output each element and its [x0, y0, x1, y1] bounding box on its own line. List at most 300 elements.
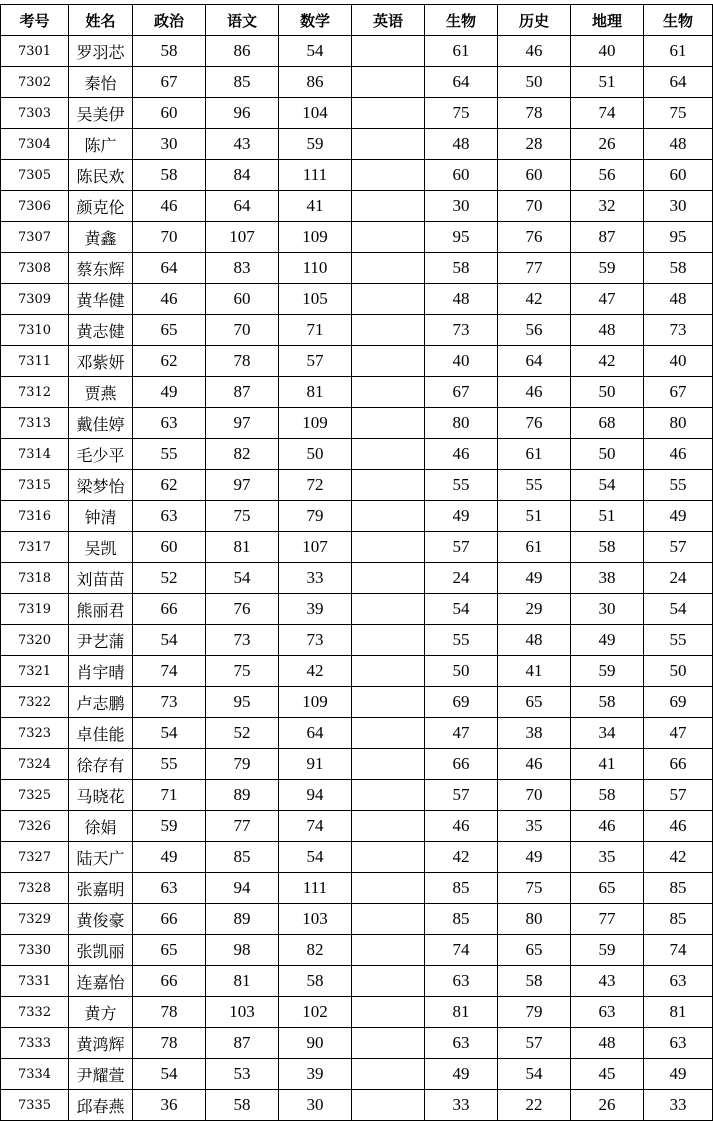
exam-id-cell: 7312 — [1, 377, 69, 408]
biology-score-2: 49 — [644, 501, 713, 532]
english-score — [352, 687, 425, 718]
biology-score: 63 — [425, 1028, 498, 1059]
header-biology-2: 生物 — [644, 5, 713, 36]
biology-score-2: 46 — [644, 811, 713, 842]
geography-score: 51 — [571, 67, 644, 98]
table-row — [1, 501, 713, 532]
biology-score-2: 48 — [644, 129, 713, 160]
table-row — [1, 1028, 713, 1059]
geography-score: 35 — [571, 842, 644, 873]
math-score: 30 — [279, 1090, 352, 1121]
geography-score: 26 — [571, 1090, 644, 1121]
chinese-score: 78 — [206, 346, 279, 377]
geography-score: 30 — [571, 594, 644, 625]
biology-score: 55 — [425, 470, 498, 501]
exam-id-cell: 7301 — [1, 36, 69, 67]
english-score — [352, 408, 425, 439]
table-row — [1, 811, 713, 842]
exam-id-cell: 7331 — [1, 966, 69, 997]
chinese-score: 54 — [206, 563, 279, 594]
chinese-score: 107 — [206, 222, 279, 253]
politics-score: 62 — [133, 346, 206, 377]
table-body — [1, 36, 713, 1121]
name-cell: 戴佳婷 — [69, 408, 133, 439]
biology-score: 60 — [425, 160, 498, 191]
politics-score: 49 — [133, 377, 206, 408]
exam-id-cell: 7334 — [1, 1059, 69, 1090]
math-score: 57 — [279, 346, 352, 377]
biology-score-2: 46 — [644, 439, 713, 470]
table-row — [1, 656, 713, 687]
biology-score: 48 — [425, 284, 498, 315]
english-score — [352, 532, 425, 563]
exam-id-cell: 7315 — [1, 470, 69, 501]
geography-score: 42 — [571, 346, 644, 377]
math-score: 39 — [279, 594, 352, 625]
table-row — [1, 98, 713, 129]
politics-score: 67 — [133, 67, 206, 98]
geography-score: 49 — [571, 625, 644, 656]
chinese-score: 98 — [206, 935, 279, 966]
exam-id-cell: 7319 — [1, 594, 69, 625]
chinese-score: 89 — [206, 904, 279, 935]
politics-score: 49 — [133, 842, 206, 873]
history-score: 70 — [498, 191, 571, 222]
chinese-score: 84 — [206, 160, 279, 191]
math-score: 94 — [279, 780, 352, 811]
header-english: 英语 — [352, 5, 425, 36]
math-score: 90 — [279, 1028, 352, 1059]
name-cell: 毛少平 — [69, 439, 133, 470]
politics-score: 60 — [133, 98, 206, 129]
name-cell: 卓佳能 — [69, 718, 133, 749]
table-row — [1, 749, 713, 780]
name-cell: 徐娟 — [69, 811, 133, 842]
biology-score: 66 — [425, 749, 498, 780]
name-cell: 张凯丽 — [69, 935, 133, 966]
politics-score: 63 — [133, 501, 206, 532]
biology-score: 24 — [425, 563, 498, 594]
exam-id-cell: 7323 — [1, 718, 69, 749]
table-row — [1, 67, 713, 98]
table-row — [1, 36, 713, 67]
biology-score-2: 57 — [644, 780, 713, 811]
history-score: 50 — [498, 67, 571, 98]
history-score: 56 — [498, 315, 571, 346]
math-score: 58 — [279, 966, 352, 997]
politics-score: 52 — [133, 563, 206, 594]
biology-score-2: 66 — [644, 749, 713, 780]
english-score — [352, 656, 425, 687]
biology-score-2: 63 — [644, 1028, 713, 1059]
politics-score: 60 — [133, 532, 206, 563]
name-cell: 邓紫妍 — [69, 346, 133, 377]
chinese-score: 64 — [206, 191, 279, 222]
table-row — [1, 284, 713, 315]
math-score: 33 — [279, 563, 352, 594]
politics-score: 65 — [133, 315, 206, 346]
history-score: 42 — [498, 284, 571, 315]
name-cell: 陈民欢 — [69, 160, 133, 191]
chinese-score: 82 — [206, 439, 279, 470]
exam-id-cell: 7324 — [1, 749, 69, 780]
chinese-score: 53 — [206, 1059, 279, 1090]
chinese-score: 70 — [206, 315, 279, 346]
biology-score: 30 — [425, 191, 498, 222]
name-cell: 邱春燕 — [69, 1090, 133, 1121]
english-score — [352, 935, 425, 966]
english-score — [352, 439, 425, 470]
geography-score: 54 — [571, 470, 644, 501]
biology-score: 40 — [425, 346, 498, 377]
history-score: 28 — [498, 129, 571, 160]
table-row — [1, 997, 713, 1028]
name-cell: 陈广 — [69, 129, 133, 160]
biology-score: 85 — [425, 873, 498, 904]
english-score — [352, 36, 425, 67]
math-score: 86 — [279, 67, 352, 98]
biology-score-2: 74 — [644, 935, 713, 966]
geography-score: 48 — [571, 1028, 644, 1059]
english-score — [352, 842, 425, 873]
exam-id-cell: 7333 — [1, 1028, 69, 1059]
biology-score-2: 49 — [644, 1059, 713, 1090]
history-score: 49 — [498, 842, 571, 873]
history-score: 60 — [498, 160, 571, 191]
geography-score: 45 — [571, 1059, 644, 1090]
history-score: 65 — [498, 687, 571, 718]
name-cell: 熊丽君 — [69, 594, 133, 625]
name-cell: 肖宇晴 — [69, 656, 133, 687]
chinese-score: 43 — [206, 129, 279, 160]
english-score — [352, 811, 425, 842]
table-row — [1, 222, 713, 253]
politics-score: 62 — [133, 470, 206, 501]
english-score — [352, 501, 425, 532]
table-row — [1, 160, 713, 191]
table-row — [1, 687, 713, 718]
history-score: 41 — [498, 656, 571, 687]
geography-score: 48 — [571, 315, 644, 346]
history-score: 46 — [498, 36, 571, 67]
biology-score-2: 55 — [644, 625, 713, 656]
geography-score: 59 — [571, 253, 644, 284]
history-score: 77 — [498, 253, 571, 284]
exam-id-cell: 7306 — [1, 191, 69, 222]
politics-score: 54 — [133, 1059, 206, 1090]
geography-score: 41 — [571, 749, 644, 780]
math-score: 71 — [279, 315, 352, 346]
politics-score: 59 — [133, 811, 206, 842]
name-cell: 罗羽芯 — [69, 36, 133, 67]
exam-id-cell: 7321 — [1, 656, 69, 687]
politics-score: 58 — [133, 36, 206, 67]
table-row — [1, 408, 713, 439]
biology-score: 55 — [425, 625, 498, 656]
exam-id-cell: 7316 — [1, 501, 69, 532]
biology-score: 48 — [425, 129, 498, 160]
geography-score: 56 — [571, 160, 644, 191]
chinese-score: 96 — [206, 98, 279, 129]
name-cell: 秦怡 — [69, 67, 133, 98]
biology-score: 57 — [425, 780, 498, 811]
chinese-score: 75 — [206, 501, 279, 532]
name-cell: 黄志健 — [69, 315, 133, 346]
header-geography: 地理 — [571, 5, 644, 36]
english-score — [352, 904, 425, 935]
exam-id-cell: 7304 — [1, 129, 69, 160]
exam-id-cell: 7320 — [1, 625, 69, 656]
biology-score-2: 81 — [644, 997, 713, 1028]
geography-score: 87 — [571, 222, 644, 253]
biology-score: 57 — [425, 532, 498, 563]
english-score — [352, 284, 425, 315]
history-score: 22 — [498, 1090, 571, 1121]
politics-score: 66 — [133, 966, 206, 997]
name-cell: 陆天广 — [69, 842, 133, 873]
biology-score: 47 — [425, 718, 498, 749]
english-score — [352, 594, 425, 625]
name-cell: 吴美伊 — [69, 98, 133, 129]
history-score: 49 — [498, 563, 571, 594]
chinese-score: 87 — [206, 1028, 279, 1059]
chinese-score: 73 — [206, 625, 279, 656]
biology-score: 64 — [425, 67, 498, 98]
history-score: 38 — [498, 718, 571, 749]
history-score: 80 — [498, 904, 571, 935]
table-row — [1, 780, 713, 811]
exam-id-cell: 7329 — [1, 904, 69, 935]
chinese-score: 97 — [206, 408, 279, 439]
history-score: 76 — [498, 408, 571, 439]
biology-score: 73 — [425, 315, 498, 346]
biology-score-2: 55 — [644, 470, 713, 501]
english-score — [352, 873, 425, 904]
name-cell: 梁梦怡 — [69, 470, 133, 501]
table-row — [1, 966, 713, 997]
geography-score: 58 — [571, 687, 644, 718]
biology-score-2: 30 — [644, 191, 713, 222]
politics-score: 54 — [133, 625, 206, 656]
table-row — [1, 935, 713, 966]
english-score — [352, 997, 425, 1028]
exam-id-cell: 7314 — [1, 439, 69, 470]
name-cell: 尹耀萱 — [69, 1059, 133, 1090]
chinese-score: 95 — [206, 687, 279, 718]
header-chinese: 语文 — [206, 5, 279, 36]
english-score — [352, 780, 425, 811]
name-cell: 黄俊豪 — [69, 904, 133, 935]
name-cell: 颜克伦 — [69, 191, 133, 222]
history-score: 55 — [498, 470, 571, 501]
biology-score-2: 67 — [644, 377, 713, 408]
name-cell: 连嘉怡 — [69, 966, 133, 997]
chinese-score: 81 — [206, 532, 279, 563]
geography-score: 58 — [571, 780, 644, 811]
table-row — [1, 346, 713, 377]
politics-score: 36 — [133, 1090, 206, 1121]
chinese-score: 75 — [206, 656, 279, 687]
biology-score: 69 — [425, 687, 498, 718]
chinese-score: 76 — [206, 594, 279, 625]
history-score: 46 — [498, 377, 571, 408]
biology-score: 33 — [425, 1090, 498, 1121]
geography-score: 50 — [571, 439, 644, 470]
math-score: 79 — [279, 501, 352, 532]
table-row — [1, 532, 713, 563]
math-score: 59 — [279, 129, 352, 160]
math-score: 39 — [279, 1059, 352, 1090]
biology-score-2: 58 — [644, 253, 713, 284]
math-score: 73 — [279, 625, 352, 656]
geography-score: 74 — [571, 98, 644, 129]
name-cell: 张嘉明 — [69, 873, 133, 904]
biology-score-2: 57 — [644, 532, 713, 563]
biology-score-2: 60 — [644, 160, 713, 191]
biology-score-2: 63 — [644, 966, 713, 997]
history-score: 48 — [498, 625, 571, 656]
math-score: 72 — [279, 470, 352, 501]
biology-score: 58 — [425, 253, 498, 284]
biology-score-2: 61 — [644, 36, 713, 67]
politics-score: 55 — [133, 439, 206, 470]
politics-score: 58 — [133, 160, 206, 191]
biology-score: 95 — [425, 222, 498, 253]
geography-score: 47 — [571, 284, 644, 315]
english-score — [352, 315, 425, 346]
biology-score-2: 95 — [644, 222, 713, 253]
exam-id-cell: 7326 — [1, 811, 69, 842]
math-score: 64 — [279, 718, 352, 749]
english-score — [352, 160, 425, 191]
politics-score: 64 — [133, 253, 206, 284]
english-score — [352, 625, 425, 656]
math-score: 104 — [279, 98, 352, 129]
politics-score: 78 — [133, 997, 206, 1028]
geography-score: 59 — [571, 656, 644, 687]
chinese-score: 81 — [206, 966, 279, 997]
politics-score: 70 — [133, 222, 206, 253]
biology-score-2: 50 — [644, 656, 713, 687]
chinese-score: 89 — [206, 780, 279, 811]
english-score — [352, 1059, 425, 1090]
geography-score: 51 — [571, 501, 644, 532]
biology-score-2: 33 — [644, 1090, 713, 1121]
biology-score-2: 80 — [644, 408, 713, 439]
history-score: 61 — [498, 532, 571, 563]
biology-score: 75 — [425, 98, 498, 129]
table-row — [1, 1090, 713, 1121]
math-score: 74 — [279, 811, 352, 842]
chinese-score: 60 — [206, 284, 279, 315]
biology-score: 42 — [425, 842, 498, 873]
biology-score-2: 64 — [644, 67, 713, 98]
math-score: 103 — [279, 904, 352, 935]
geography-score: 32 — [571, 191, 644, 222]
name-cell: 钟清 — [69, 501, 133, 532]
header-name: 姓名 — [69, 5, 133, 36]
history-score: 58 — [498, 966, 571, 997]
english-score — [352, 377, 425, 408]
chinese-score: 85 — [206, 842, 279, 873]
math-score: 110 — [279, 253, 352, 284]
name-cell: 黄鑫 — [69, 222, 133, 253]
history-score: 65 — [498, 935, 571, 966]
geography-score: 58 — [571, 532, 644, 563]
math-score: 111 — [279, 160, 352, 191]
biology-score: 81 — [425, 997, 498, 1028]
name-cell: 贾燕 — [69, 377, 133, 408]
biology-score: 49 — [425, 1059, 498, 1090]
chinese-score: 58 — [206, 1090, 279, 1121]
english-score — [352, 1028, 425, 1059]
geography-score: 40 — [571, 36, 644, 67]
table-row — [1, 594, 713, 625]
history-score: 64 — [498, 346, 571, 377]
exam-id-cell: 7325 — [1, 780, 69, 811]
biology-score-2: 47 — [644, 718, 713, 749]
politics-score: 78 — [133, 1028, 206, 1059]
math-score: 41 — [279, 191, 352, 222]
politics-score: 54 — [133, 718, 206, 749]
english-score — [352, 966, 425, 997]
biology-score-2: 24 — [644, 563, 713, 594]
english-score — [352, 749, 425, 780]
math-score: 54 — [279, 36, 352, 67]
geography-score: 59 — [571, 935, 644, 966]
table-row — [1, 439, 713, 470]
history-score: 29 — [498, 594, 571, 625]
biology-score: 67 — [425, 377, 498, 408]
table-row — [1, 129, 713, 160]
exam-id-cell: 7313 — [1, 408, 69, 439]
english-score — [352, 346, 425, 377]
exam-id-cell: 7307 — [1, 222, 69, 253]
politics-score: 65 — [133, 935, 206, 966]
name-cell: 黄华健 — [69, 284, 133, 315]
math-score: 105 — [279, 284, 352, 315]
exam-id-cell: 7305 — [1, 160, 69, 191]
biology-score-2: 69 — [644, 687, 713, 718]
politics-score: 66 — [133, 594, 206, 625]
name-cell: 尹艺蒲 — [69, 625, 133, 656]
history-score: 75 — [498, 873, 571, 904]
politics-score: 46 — [133, 191, 206, 222]
math-score: 82 — [279, 935, 352, 966]
english-score — [352, 563, 425, 594]
chinese-score: 94 — [206, 873, 279, 904]
header-row — [1, 5, 713, 36]
name-cell: 吴凯 — [69, 532, 133, 563]
biology-score-2: 40 — [644, 346, 713, 377]
table-row — [1, 873, 713, 904]
exam-id-cell: 7308 — [1, 253, 69, 284]
chinese-score: 79 — [206, 749, 279, 780]
chinese-score: 52 — [206, 718, 279, 749]
biology-score: 46 — [425, 439, 498, 470]
math-score: 54 — [279, 842, 352, 873]
english-score — [352, 222, 425, 253]
name-cell: 蔡东辉 — [69, 253, 133, 284]
table-row — [1, 191, 713, 222]
math-score: 111 — [279, 873, 352, 904]
biology-score: 80 — [425, 408, 498, 439]
math-score: 102 — [279, 997, 352, 1028]
exam-id-cell: 7322 — [1, 687, 69, 718]
name-cell: 徐存有 — [69, 749, 133, 780]
politics-score: 74 — [133, 656, 206, 687]
chinese-score: 85 — [206, 67, 279, 98]
